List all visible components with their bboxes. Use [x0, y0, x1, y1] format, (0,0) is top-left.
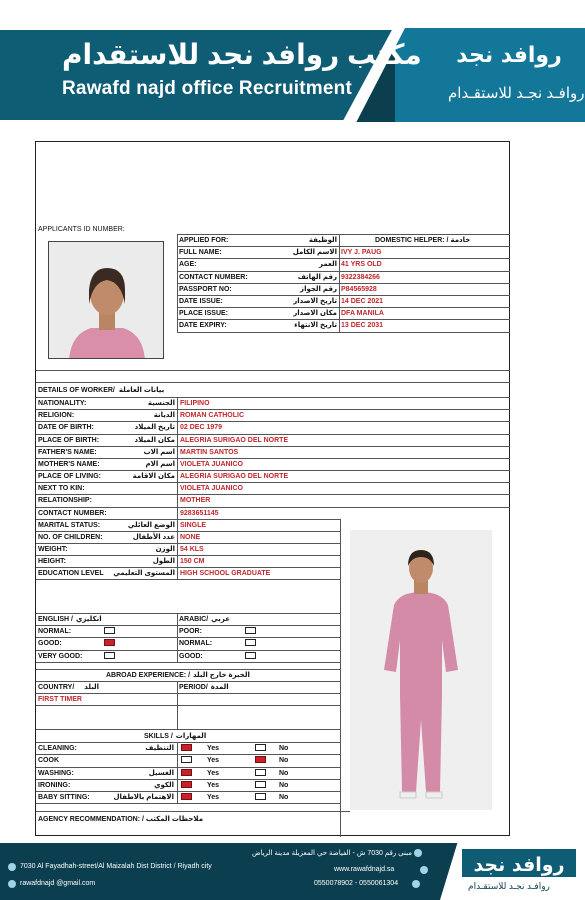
detail-field-label: WEIGHT: — [38, 545, 68, 553]
lang-line — [36, 650, 340, 651]
english-level-checkbox[interactable] — [104, 627, 115, 634]
arabic-title-ar: عربي — [211, 616, 231, 623]
skill-label: COOK — [38, 757, 59, 765]
arabic-level-checkbox[interactable] — [245, 652, 256, 659]
top-field-label: FULL NAME: — [179, 249, 222, 257]
english-level-label: GOOD: — [38, 640, 62, 648]
abroad-title-ar: الخبرة خارج البلد — [193, 672, 250, 679]
skill-yes-checkbox[interactable] — [181, 744, 192, 751]
details-title-en: DETAILS OF WORKER/ — [38, 387, 115, 394]
skills-line — [36, 767, 340, 768]
detail-field-value: MARTIN SANTOS — [180, 448, 239, 456]
location-icon — [414, 849, 422, 857]
top-field-value: 14 DEC 2021 — [341, 298, 384, 305]
abroad-title — [106, 670, 250, 681]
footer-email[interactable]: rawafdnajd @gmail.com — [20, 880, 96, 887]
top-field-label: APPLIED FOR: — [179, 237, 229, 244]
detail-col-line — [177, 397, 178, 579]
top-field-label-ar: العمر — [318, 261, 337, 269]
header-logo-caption: روافـد نجـد للاستقـدام — [448, 85, 585, 102]
period-label — [179, 682, 229, 693]
skills-title-ar: المهارات — [175, 733, 207, 740]
top-field-label-ar: مكان الاصدار — [293, 310, 337, 318]
abroad-title-en: ABROAD EXPERIENCE: / — [106, 672, 191, 679]
abroad-line — [36, 729, 340, 730]
detail-field-value: SINGLE — [180, 521, 207, 529]
location-pin-icon — [8, 863, 16, 871]
footer-logo-caption: روافـد نجـد للاستقـدام — [468, 881, 550, 891]
applicant-form — [35, 141, 510, 836]
abroad-col-line — [177, 681, 178, 729]
header-logo-lettering: روافد نجد — [456, 43, 562, 68]
footer-address-english: 7030 Al Fayadhah-street/Al Maizalah Dist District / Riyadh city — [20, 863, 212, 870]
top-field-label: AGE: — [179, 261, 197, 269]
lang-line — [36, 625, 340, 626]
top-field-label: PLACE ISSUE: — [179, 310, 229, 318]
detail-field-label-ar: مكان الاقامة — [132, 473, 175, 481]
skill-no-checkbox[interactable] — [255, 781, 266, 788]
skill-no-checkbox[interactable] — [255, 769, 266, 776]
arabic-title — [179, 614, 230, 625]
detail-field-value: NONE — [180, 533, 201, 541]
country-label-en: COUNTRY/ — [38, 684, 75, 691]
skill-yes-label: Yes — [207, 769, 220, 777]
arabic-level-checkbox[interactable] — [245, 627, 256, 634]
detail-field-label: MOTHER'S NAME: — [38, 460, 100, 468]
detail-field-value: VIOLETA JUANICO — [180, 485, 244, 493]
skill-no-label: No — [279, 757, 289, 765]
top-field-label-ar: تاريخ الانتهاء — [294, 322, 337, 330]
english-title-en: ENGLISH / — [38, 616, 74, 623]
details-title — [38, 385, 164, 396]
abroad-line — [36, 705, 340, 706]
detail-field-label-ar: الوزن — [155, 545, 175, 553]
detail-field-value: ALEGRIA SURIGAO DEL NORTE — [180, 473, 289, 481]
detail-field-label-ar: الجنسية — [147, 400, 175, 408]
top-col-line — [177, 234, 178, 332]
detail-field-label: RELATIONSHIP: — [38, 497, 92, 505]
country-label-ar: البلد — [84, 684, 100, 691]
detail-field-value: 54 KLS — [180, 545, 204, 553]
whatsapp-icon — [412, 880, 420, 888]
detail-field-label: PLACE OF BIRTH: — [38, 436, 100, 444]
top-field-value: IVY J. PAUG — [341, 249, 382, 257]
detail-field-value: VIOLETA JUANICO — [180, 460, 244, 468]
agency-label-ar: ملاحظات المكتب — [145, 816, 204, 823]
applicant-full-photo — [350, 530, 492, 810]
skills-line — [36, 803, 340, 804]
skill-label: BABY SITTING: — [38, 794, 90, 801]
detail-field-label-ar: الوضع العائلي — [127, 521, 175, 529]
detail-row-line — [36, 482, 510, 483]
detail-field-label: NEXT TO KIN: — [38, 485, 85, 493]
detail-field-label-ar: الديانة — [153, 412, 175, 420]
applicant-portrait — [48, 241, 164, 359]
footer-phones[interactable]: 0550078902 - 0550061304 — [314, 880, 399, 887]
detail-field-label: FATHER'S NAME: — [38, 448, 97, 456]
header-title-arabic: مكتب روافد نجد للاستقدام — [62, 39, 422, 70]
email-icon — [8, 880, 16, 888]
top-field-label-ar: رقم الهاتف — [297, 273, 337, 281]
footer-website[interactable]: www.rawafdnajd.sa — [334, 866, 395, 873]
skills-line — [36, 779, 340, 780]
skills-col-line — [177, 742, 178, 803]
skill-no-label: No — [279, 781, 289, 789]
top-field-label: DATE EXPIRY: — [179, 322, 227, 330]
lang-line — [36, 662, 340, 663]
skill-label: WASHING: — [38, 769, 74, 777]
skill-yes-label: Yes — [207, 757, 220, 765]
skills-line — [36, 742, 340, 743]
detail-field-label: HEIGHT: — [38, 558, 66, 566]
header-title-english: Rawafd najd office Recruitment — [62, 78, 352, 99]
skill-yes-label: Yes — [207, 745, 220, 753]
skill-label-ar: الاهتمام بالاطفال — [113, 794, 174, 801]
portrait-image-icon — [49, 242, 164, 359]
section-divider — [36, 370, 510, 371]
detail-field-label: NATIONALITY: — [38, 400, 87, 408]
top-field-label-ar: تاريخ الاصدار — [293, 298, 337, 305]
footer-logo-lettering: روافد نجد — [473, 854, 565, 876]
skill-yes-label: Yes — [207, 781, 220, 789]
skills-line — [36, 754, 340, 755]
top-field-value: DOMESTIC HELPER: / خادمة — [375, 237, 471, 244]
lang-col-line — [177, 613, 178, 662]
skill-no-label: No — [279, 745, 289, 753]
skill-no-checkbox[interactable] — [255, 744, 266, 751]
skill-label: IRONING: — [38, 781, 71, 789]
page-footer — [0, 843, 585, 900]
detail-field-value: HIGH SCHOOL GRADUATE — [180, 570, 271, 578]
top-col-line — [339, 234, 340, 332]
detail-field-value: 9283651145 — [180, 509, 219, 517]
arabic-level-label: POOR: — [179, 628, 202, 636]
detail-field-label: PLACE OF LIVING: — [38, 473, 101, 481]
detail-field-label: NO. OF CHILDREN: — [38, 533, 103, 541]
detail-field-value: ROMAN CATHOLIC — [180, 412, 245, 420]
footer-address-arabic: مبنى رقم 7030 ش - الفياضة حي المعزيلة مدينة الرياض — [252, 850, 412, 857]
agency-label-en: AGENCY RECOMMENDATION: / — [38, 816, 144, 823]
detail-field-label: DATE OF BIRTH: — [38, 424, 94, 432]
detail-field-label: RELIGION: — [38, 412, 75, 420]
arabic-title-en: ARABIC/ — [179, 616, 209, 623]
period-label-ar: المدة — [210, 684, 229, 691]
top-field-label: CONTACT NUMBER: — [179, 273, 248, 281]
detail-field-value: ALEGRIA SURIGAO DEL NORTE — [180, 436, 289, 444]
country-label — [38, 682, 99, 693]
details-title-ar: بيانات العاملة — [118, 387, 165, 394]
english-level-label: NORMAL: — [38, 628, 72, 636]
detail-field-label-ar: اسم الام — [145, 460, 175, 468]
top-field-label-ar: رقم الجواز — [300, 285, 337, 293]
detail-field-label-ar: مكان الميلاد — [134, 436, 175, 444]
skill-yes-checkbox[interactable] — [181, 756, 192, 763]
detail-field-value: FILIPINO — [180, 400, 210, 408]
top-field-value: DFA MANILA — [341, 310, 384, 318]
agency-label — [38, 814, 203, 825]
english-level-checkbox[interactable] — [104, 652, 115, 659]
detail-field-value: MOTHER — [180, 497, 211, 505]
top-field-label: PASSPORT NO: — [179, 285, 232, 293]
top-field-label: DATE ISSUE: — [179, 298, 223, 305]
english-level-checkbox[interactable] — [104, 639, 115, 646]
web-icon — [420, 866, 428, 874]
skill-label-ar: التنظيف — [145, 745, 174, 753]
detail-field-value: 150 CM — [180, 558, 205, 566]
skill-yes-label: Yes — [207, 794, 220, 801]
detail-field-label-ar: تاريخ الميلاد — [134, 424, 175, 432]
top-field-value: P84565928 — [341, 285, 377, 293]
english-title-ar: انكليزي — [76, 616, 102, 623]
photo-col-line — [340, 519, 341, 837]
agency-divider — [36, 811, 350, 812]
arabic-level-label: GOOD: — [179, 652, 203, 660]
detail-field-label-ar: اسم الاب — [143, 448, 175, 456]
skills-title — [144, 731, 206, 742]
company-logo-icon — [445, 36, 573, 70]
skill-label-ar: الغسيل — [148, 769, 174, 777]
applicants-id-label: APPLICANTS ID NUMBER: — [38, 226, 125, 233]
page-header — [0, 0, 585, 130]
detail-field-label: EDUCATION LEVEL — [38, 570, 104, 578]
top-field-value: 41 YRS OLD — [341, 261, 382, 269]
english-title — [38, 614, 102, 625]
skill-no-label: No — [279, 769, 289, 777]
lang-line — [36, 637, 340, 638]
top-field-label-ar: الوظيفة — [308, 237, 337, 244]
detail-field-label: CONTACT NUMBER: — [38, 509, 107, 517]
top-row-line — [177, 332, 510, 333]
detail-field-label-ar: المستوى التعليمي — [113, 570, 175, 578]
detail-field-label-ar: الطول — [152, 558, 175, 566]
period-label-en: PERIOD/ — [179, 684, 208, 691]
arabic-level-checkbox[interactable] — [245, 639, 256, 646]
skill-yes-checkbox[interactable] — [181, 781, 192, 788]
skill-no-checkbox[interactable] — [255, 756, 266, 763]
section-divider — [36, 382, 510, 383]
detail-field-value: 02 DEC 1979 — [180, 424, 223, 432]
skill-no-label: No — [279, 794, 289, 801]
footer-logo-icon — [462, 847, 576, 881]
skills-title-en: SKILLS / — [144, 733, 173, 740]
top-field-label-ar: الاسم الكامل — [292, 249, 337, 257]
detail-row-line — [36, 579, 340, 580]
top-field-value: 13 DEC 2031 — [341, 322, 384, 330]
arabic-level-label: NORMAL: — [179, 640, 213, 648]
detail-field-label-ar: عدد الأطفال — [132, 533, 175, 541]
skill-yes-checkbox[interactable] — [181, 769, 192, 776]
skill-label-ar: الكوي — [154, 781, 174, 789]
country-value: FIRST TIMER — [38, 696, 82, 703]
skill-no-checkbox[interactable] — [255, 793, 266, 800]
top-field-value: 9322384266 — [341, 273, 380, 281]
detail-row-line — [36, 507, 510, 508]
detail-row-line — [36, 494, 510, 495]
detail-field-label: MARITAL STATUS: — [38, 521, 101, 529]
english-level-label: VERY GOOD: — [38, 652, 83, 660]
skill-label: CLEANING: — [38, 745, 77, 753]
skill-yes-checkbox[interactable] — [181, 793, 192, 800]
full-body-image-icon — [350, 530, 492, 810]
